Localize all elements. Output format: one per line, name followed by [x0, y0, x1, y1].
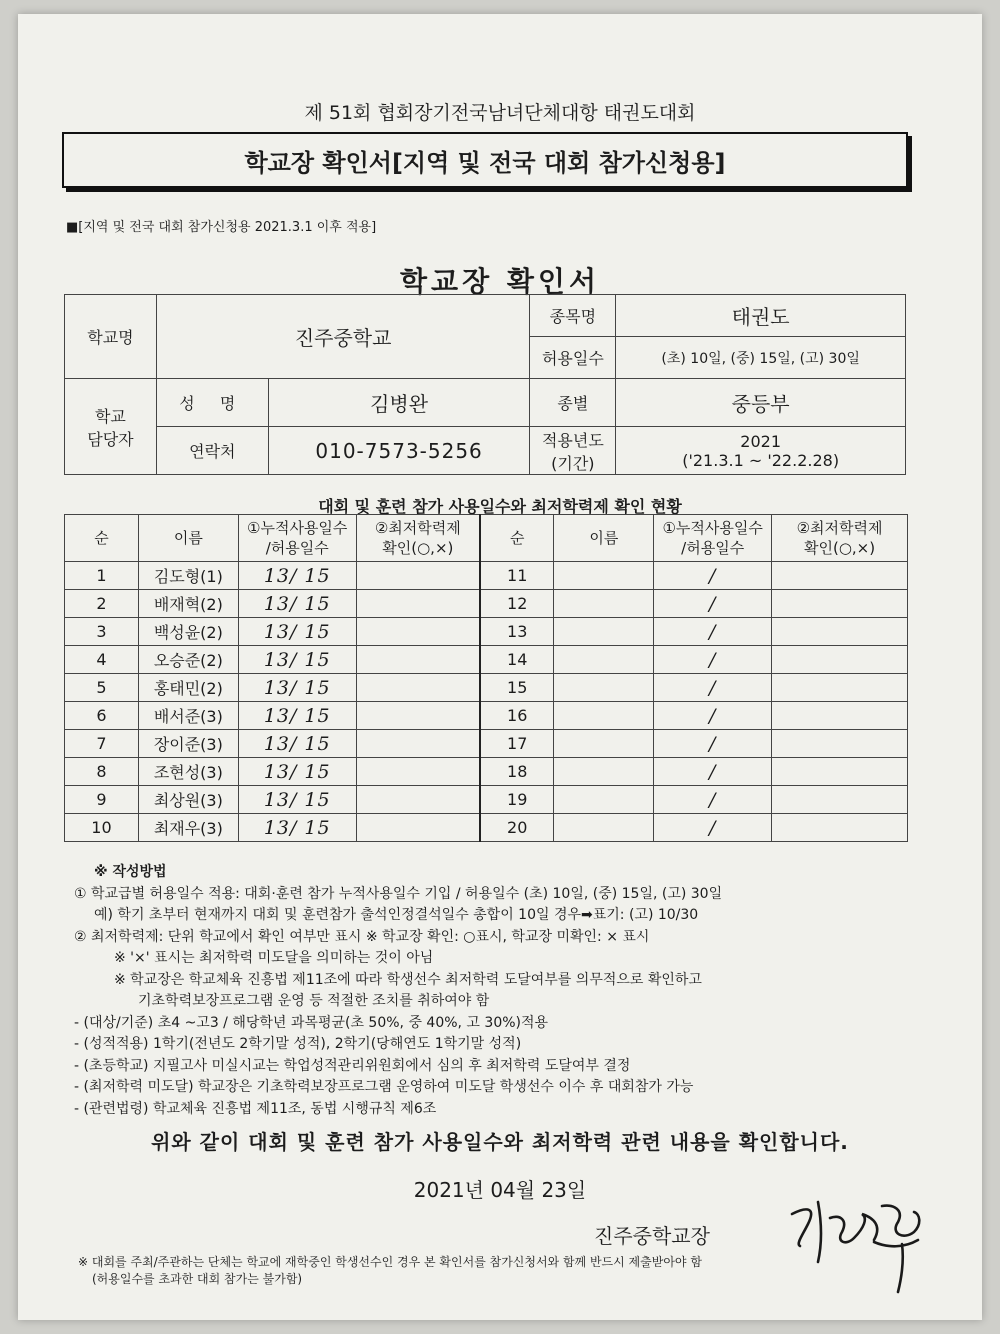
row-days: 13/ 15	[238, 758, 356, 786]
note-line: - (성적적용) 1학기(전년도 2학기말 성적), 2학기(당해연도 1학기말 성적)	[74, 1036, 522, 1052]
row-min	[772, 646, 908, 674]
row-no: 17	[480, 730, 554, 758]
row-no: 16	[480, 702, 554, 730]
participation-table	[64, 514, 908, 842]
row-name: 홍태민(2)	[138, 674, 238, 702]
row-days: 13/ 15	[238, 814, 356, 842]
row-no: 1	[65, 562, 139, 590]
row-no: 8	[65, 758, 139, 786]
footer-note	[78, 1254, 702, 1288]
table-row	[65, 730, 908, 758]
col-min	[356, 515, 480, 562]
row-no: 19	[480, 786, 554, 814]
row-min	[772, 814, 908, 842]
col-name: 이름	[138, 515, 238, 562]
table-row	[65, 590, 908, 618]
col-days-line2: /허용일수	[265, 539, 329, 557]
year-value-line2: ('21.3.1 ~ '22.2.28)	[682, 450, 840, 470]
note-line: 예) 학기 초부터 현재까지 대회 및 훈련참가 출석인정결석일수 총합이 10일 경우➡표기: (고) 10/30	[94, 907, 699, 923]
note-line: 기초학력보장프로그램 운영 등 적절한 조치를 취하여야 함	[138, 993, 490, 1009]
row-no: 12	[480, 590, 554, 618]
table-row	[65, 702, 908, 730]
note-line: ※ 학교장은 학교체육 진흥법 제11조에 따라 학생선수 최저학력 도달여부를 의무적으로 확인하고	[114, 971, 702, 988]
note-line: - (최저학력 미도달) 학교장은 기초학력보장프로그램 운영하여 미도달 학생선수 이수 후 대회참가 가능	[74, 1079, 694, 1095]
issue-date: 2021년 04월 23일	[413, 1178, 587, 1202]
year-value	[616, 427, 906, 475]
col-name: 이름	[554, 515, 654, 562]
row-name	[554, 702, 654, 730]
row-name	[554, 758, 654, 786]
note-line: ① 학교급별 허용일수 적용: 대회·훈련 참가 누적사용일수 기입 / 허용일수 (초) 10일, (중) 15일, (고) 30일	[74, 885, 723, 902]
col-days-line2: /허용일수	[681, 539, 745, 557]
row-min	[772, 562, 908, 590]
row-days: 13/ 15	[238, 786, 356, 814]
row-min	[356, 618, 480, 646]
row-name: 백성윤(2)	[138, 618, 238, 646]
table-row	[65, 562, 908, 590]
note-line: ② 최저학력제: 단위 학교에서 확인 여부만 표시 ※ 학교장 확인: ○표시, 학교장 미확인: × 표시	[74, 928, 650, 945]
row-min	[356, 786, 480, 814]
contact-value: 010-7573-5256	[268, 427, 530, 475]
year-label-line1: 적용년도	[541, 430, 604, 450]
row-days: /	[654, 674, 772, 702]
row-name	[554, 590, 654, 618]
table-row	[65, 786, 908, 814]
allow-value: (초) 10일, (중) 15일, (고) 30일	[616, 337, 906, 379]
row-no: 9	[65, 786, 139, 814]
row-days: /	[654, 786, 772, 814]
row-days: 13/ 15	[238, 674, 356, 702]
row-no: 20	[480, 814, 554, 842]
document-title: 학교장 확인서	[399, 265, 601, 298]
row-no: 3	[65, 618, 139, 646]
table-row	[65, 646, 908, 674]
col-days-line1: ①누적사용일수	[662, 519, 763, 537]
year-value-line1: 2021	[740, 431, 782, 451]
row-days: /	[654, 590, 772, 618]
allow-label: 허용일수	[530, 337, 616, 379]
principal-signature	[778, 1184, 938, 1294]
note-line: ※ '×' 표시는 최저학력 미도달을 의미하는 것이 아님	[114, 950, 434, 966]
row-min	[772, 674, 908, 702]
row-min	[356, 702, 480, 730]
row-no: 15	[480, 674, 554, 702]
col-no: 순	[65, 515, 139, 562]
instructions	[74, 862, 722, 1120]
manager-label-line2: 담당자	[87, 429, 134, 449]
row-min	[356, 562, 480, 590]
document-page	[18, 14, 982, 1320]
event-name: 제 51회 협회장기전국남녀단체대항 태권도대회	[304, 102, 696, 124]
row-no: 4	[65, 646, 139, 674]
row-no: 5	[65, 674, 139, 702]
row-no: 2	[65, 590, 139, 618]
row-days: /	[654, 618, 772, 646]
principal-title: 진주중학교장	[594, 1224, 710, 1248]
row-name: 최재우(3)	[138, 814, 238, 842]
col-min-line2: 확인(○,×)	[382, 539, 454, 557]
footer-line1: ※ 대회를 주최/주관하는 단체는 학교에 재학중인 학생선수인 경우 본 확인서를 참가신청서와 함께 반드시 제출받아야 함	[78, 1255, 702, 1269]
table-row	[65, 758, 908, 786]
row-no: 13	[480, 618, 554, 646]
col-min-line2: 확인(○,×)	[803, 539, 876, 557]
applied-note: ■[지역 및 전국 대회 참가신청용 2021.3.1 이후 적용]	[66, 220, 377, 235]
row-min	[772, 730, 908, 758]
manager-label	[65, 379, 157, 475]
row-no: 6	[65, 702, 139, 730]
info-table	[64, 294, 906, 475]
col-days	[654, 515, 772, 562]
section-title: 대회 및 훈련 참가 사용일수와 최저학력제 확인 현황	[318, 497, 682, 516]
col-no: 순	[480, 515, 554, 562]
row-days: 13/ 15	[238, 730, 356, 758]
division-label: 종별	[530, 379, 616, 427]
row-no: 11	[480, 562, 554, 590]
row-days: /	[654, 730, 772, 758]
sport-label: 종목명	[530, 295, 616, 337]
row-name: 최상원(3)	[138, 786, 238, 814]
row-no: 18	[480, 758, 554, 786]
row-min	[772, 786, 908, 814]
row-no: 10	[65, 814, 139, 842]
row-min	[356, 730, 480, 758]
row-min	[772, 758, 908, 786]
year-label-line2: (기간)	[551, 453, 595, 473]
row-name	[554, 786, 654, 814]
contact-label: 연락처	[156, 427, 268, 475]
row-no: 14	[480, 646, 554, 674]
row-days: 13/ 15	[238, 646, 356, 674]
year-label	[530, 427, 616, 475]
table-row	[65, 814, 908, 842]
col-min	[772, 515, 908, 562]
row-min	[772, 590, 908, 618]
table-row	[65, 674, 908, 702]
row-min	[772, 702, 908, 730]
row-name: 배재혁(2)	[138, 590, 238, 618]
row-name	[554, 646, 654, 674]
row-no: 7	[65, 730, 139, 758]
row-min	[356, 646, 480, 674]
row-days: /	[654, 702, 772, 730]
note-line: - (대상/기준) 초4 ~고3 / 해당학년 과목평균(초 50%, 중 40%, 고 30%)적용	[74, 1014, 549, 1031]
row-min	[356, 758, 480, 786]
table-row	[65, 618, 908, 646]
division-value: 중등부	[616, 379, 906, 427]
row-name: 오승준(2)	[138, 646, 238, 674]
row-min	[356, 674, 480, 702]
manager-name: 김병완	[268, 379, 530, 427]
confirmation-statement: 위와 같이 대회 및 훈련 참가 사용일수와 최저학력 관련 내용을 확인합니다.	[151, 1130, 849, 1154]
row-days: 13/ 15	[238, 562, 356, 590]
sport-value: 태권도	[616, 295, 906, 337]
row-name: 배서준(3)	[138, 702, 238, 730]
col-min-line1: ②최저학력제	[796, 519, 883, 537]
note-line: - (초등학교) 지필고사 미실시교는 학업성적관리위원회에서 심의 후 최저학력 도달여부 결정	[74, 1057, 631, 1074]
row-days: /	[654, 646, 772, 674]
row-days: /	[654, 814, 772, 842]
school-label: 학교명	[65, 295, 157, 379]
row-min	[772, 618, 908, 646]
row-days: 13/ 15	[238, 618, 356, 646]
footer-line2: (허용일수를 초과한 대회 참가는 불가함)	[92, 1272, 303, 1286]
manager-label-line1: 학교	[94, 406, 126, 426]
row-name	[554, 618, 654, 646]
row-name	[554, 730, 654, 758]
row-name: 장이준(3)	[138, 730, 238, 758]
col-min-line1: ②최저학력제	[374, 519, 461, 537]
row-name	[554, 562, 654, 590]
form-title-box	[62, 132, 908, 188]
row-name: 조현성(3)	[138, 758, 238, 786]
name-label: 성 명	[156, 379, 268, 427]
row-name	[554, 674, 654, 702]
form-title: 학교장 확인서[지역 및 전국 대회 참가신청용]	[244, 148, 726, 177]
row-min	[356, 590, 480, 618]
row-min	[356, 814, 480, 842]
col-days	[238, 515, 356, 562]
note-line: - (관련법령) 학교체육 진흥법 제11조, 동법 시행규칙 제6조	[74, 1100, 437, 1117]
row-days: 13/ 15	[238, 702, 356, 730]
row-name: 김도형(1)	[138, 562, 238, 590]
row-days: /	[654, 758, 772, 786]
col-days-line1: ①누적사용일수	[247, 519, 348, 537]
row-name	[554, 814, 654, 842]
school-name: 진주중학교	[156, 295, 530, 379]
row-days: /	[654, 562, 772, 590]
row-days: 13/ 15	[238, 590, 356, 618]
note-heading: ※ 작성방법	[94, 864, 167, 880]
